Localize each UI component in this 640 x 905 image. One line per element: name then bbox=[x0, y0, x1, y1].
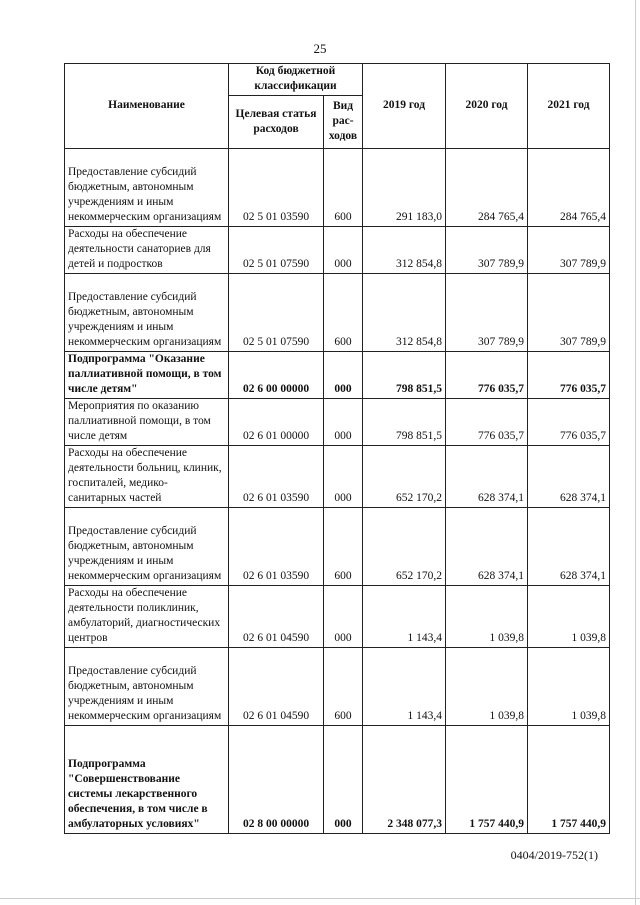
row-value-2020: 1 039,8 bbox=[446, 586, 528, 648]
row-target-article: 02 6 01 03590 bbox=[229, 446, 324, 508]
row-target-article: 02 6 01 04590 bbox=[229, 648, 324, 726]
row-target-article: 02 5 01 07590 bbox=[229, 274, 324, 352]
header-expense-type: Вид рас-ходов bbox=[324, 96, 363, 149]
row-value-2020: 628 374,1 bbox=[446, 446, 528, 508]
row-target-article: 02 5 01 03590 bbox=[229, 149, 324, 227]
row-name: Предоставление субсидий бюджетным, автономным учреждениям и иным некоммерческим организациям bbox=[65, 508, 229, 586]
row-value-2020: 284 765,4 bbox=[446, 149, 528, 227]
row-expense-type: 600 bbox=[324, 648, 363, 726]
row-value-2021: 284 765,4 bbox=[528, 149, 610, 227]
row-value-2021: 628 374,1 bbox=[528, 446, 610, 508]
document-code: 0404/2019-752(1) bbox=[510, 848, 598, 862]
row-name: Предоставление субсидий бюджетным, автономным учреждениям и иным некоммерческим организациям bbox=[65, 274, 229, 352]
header-year-2021: 2021 год bbox=[528, 64, 610, 149]
row-value-2020: 776 035,7 bbox=[446, 352, 528, 399]
header-name: Наименование bbox=[65, 64, 229, 149]
row-value-2019: 291 183,0 bbox=[363, 149, 446, 227]
row-target-article: 02 8 00 00000 bbox=[229, 726, 324, 834]
header-kbk-group: Код бюджетной классификации bbox=[229, 64, 363, 96]
row-value-2020: 307 789,9 bbox=[446, 274, 528, 352]
table-row bbox=[65, 586, 610, 648]
row-value-2020: 776 035,7 bbox=[446, 399, 528, 446]
row-expense-type: 600 bbox=[324, 508, 363, 586]
row-expense-type: 600 bbox=[324, 149, 363, 227]
row-name: Расходы на обеспечение деятельности поликлиник, амбулаторий, диагностических центров bbox=[65, 586, 229, 648]
row-value-2019: 1 143,4 bbox=[363, 648, 446, 726]
row-value-2019: 312 854,8 bbox=[363, 227, 446, 274]
row-name: Подпрограмма "Оказание паллиативной помощи, в том числе детям" bbox=[65, 352, 229, 399]
table-body bbox=[65, 149, 610, 834]
row-value-2021: 1 757 440,9 bbox=[528, 726, 610, 834]
row-value-2021: 776 035,7 bbox=[528, 399, 610, 446]
row-value-2021: 307 789,9 bbox=[528, 274, 610, 352]
row-target-article: 02 6 01 03590 bbox=[229, 508, 324, 586]
row-value-2020: 1 757 440,9 bbox=[446, 726, 528, 834]
row-value-2021: 1 039,8 bbox=[528, 648, 610, 726]
row-value-2020: 1 039,8 bbox=[446, 648, 528, 726]
row-value-2020: 628 374,1 bbox=[446, 508, 528, 586]
row-expense-type: 000 bbox=[324, 399, 363, 446]
row-value-2019: 2 348 077,3 bbox=[363, 726, 446, 834]
header-target-article: Целевая статья расходов bbox=[229, 96, 324, 149]
row-value-2019: 312 854,8 bbox=[363, 274, 446, 352]
row-expense-type: 600 bbox=[324, 274, 363, 352]
row-target-article: 02 6 01 00000 bbox=[229, 399, 324, 446]
row-name: Расходы на обеспечение деятельности больниц, клиник, госпиталей, медико-санитарных частей bbox=[65, 446, 229, 508]
header-year-2020: 2020 год bbox=[446, 64, 528, 149]
row-value-2021: 1 039,8 bbox=[528, 586, 610, 648]
row-value-2021: 776 035,7 bbox=[528, 352, 610, 399]
table-row bbox=[65, 352, 610, 399]
row-name: Мероприятия по оказанию паллиативной помощи, в том числе детям bbox=[65, 399, 229, 446]
row-value-2019: 652 170,2 bbox=[363, 508, 446, 586]
row-name: Подпрограмма "Совершенствование системы лекарственного обеспечения, в том числе в амбулаторных условиях" bbox=[65, 726, 229, 834]
table-row bbox=[65, 446, 610, 508]
row-target-article: 02 5 01 07590 bbox=[229, 227, 324, 274]
table-row bbox=[65, 726, 610, 834]
table-row bbox=[65, 274, 610, 352]
row-target-article: 02 6 00 00000 bbox=[229, 352, 324, 399]
scan-edge-bottom bbox=[0, 898, 640, 899]
row-expense-type: 000 bbox=[324, 227, 363, 274]
row-expense-type: 000 bbox=[324, 352, 363, 399]
row-value-2019: 798 851,5 bbox=[363, 352, 446, 399]
table-row bbox=[65, 508, 610, 586]
table-row bbox=[65, 149, 610, 227]
row-value-2021: 307 789,9 bbox=[528, 227, 610, 274]
row-name: Предоставление субсидий бюджетным, автономным учреждениям и иным некоммерческим организациям bbox=[65, 648, 229, 726]
row-value-2020: 307 789,9 bbox=[446, 227, 528, 274]
row-value-2021: 628 374,1 bbox=[528, 508, 610, 586]
table-row bbox=[65, 399, 610, 446]
table-row bbox=[65, 648, 610, 726]
row-expense-type: 000 bbox=[324, 726, 363, 834]
row-target-article: 02 6 01 04590 bbox=[229, 586, 324, 648]
scan-edge-right bbox=[635, 0, 636, 905]
page-number: 25 bbox=[313, 41, 327, 56]
row-name: Предоставление субсидий бюджетным, автономным учреждениям и иным некоммерческим организациям bbox=[65, 149, 229, 227]
row-expense-type: 000 bbox=[324, 446, 363, 508]
row-value-2019: 1 143,4 bbox=[363, 586, 446, 648]
row-name: Расходы на обеспечение деятельности санаториев для детей и подростков bbox=[65, 227, 229, 274]
table-row bbox=[65, 227, 610, 274]
row-expense-type: 000 bbox=[324, 586, 363, 648]
header-year-2019: 2019 год bbox=[363, 64, 446, 149]
row-value-2019: 798 851,5 bbox=[363, 399, 446, 446]
budget-table bbox=[64, 63, 610, 834]
row-value-2019: 652 170,2 bbox=[363, 446, 446, 508]
